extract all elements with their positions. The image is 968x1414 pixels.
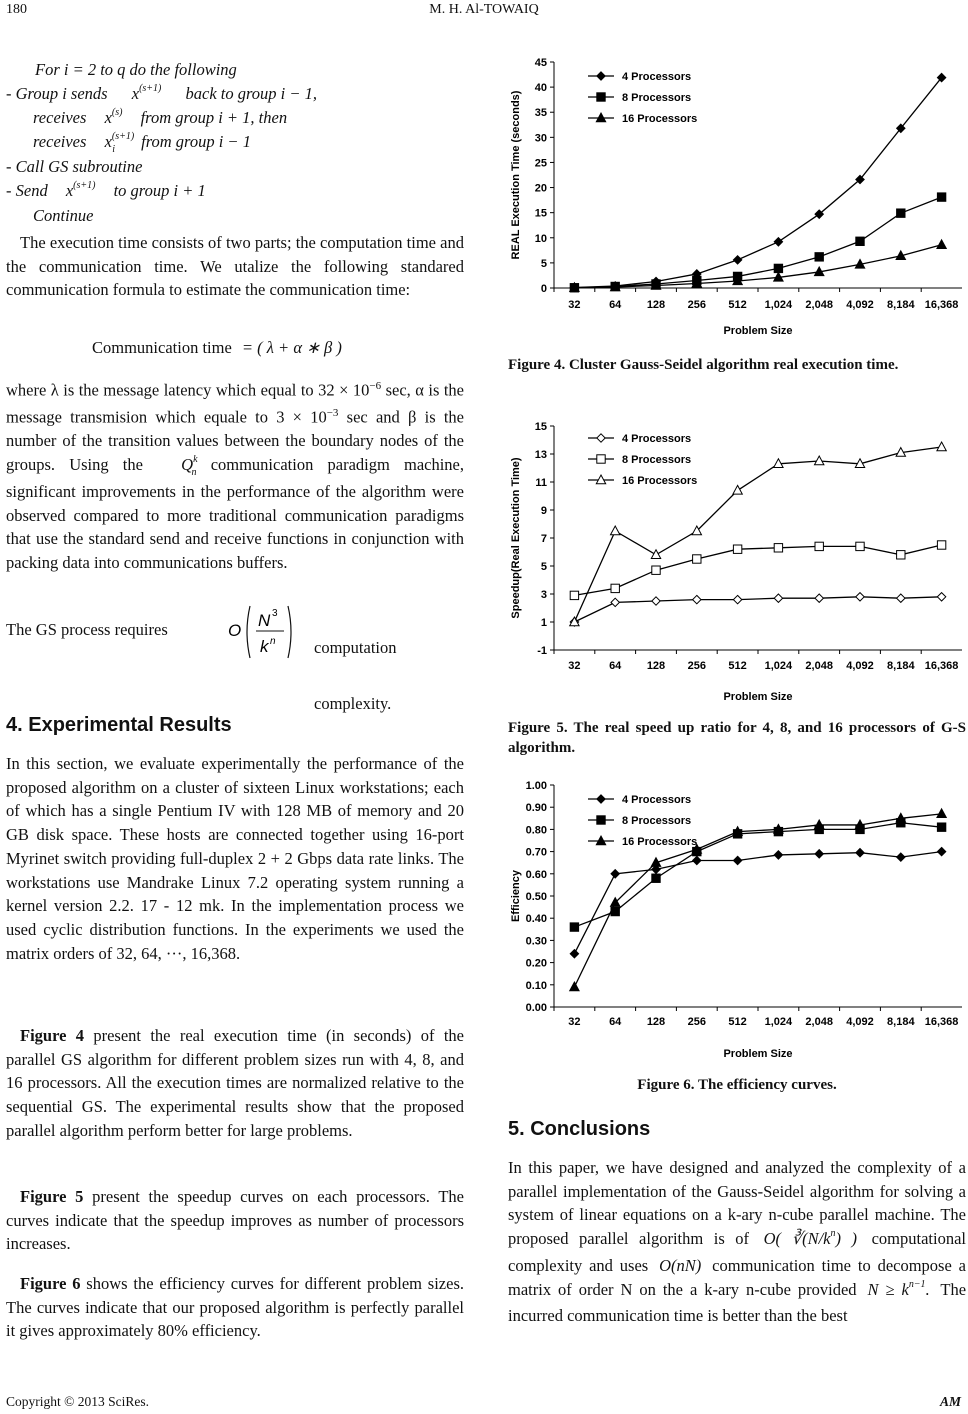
data-point xyxy=(937,809,946,818)
algo-text: - Group i sends xyxy=(6,84,108,103)
paragraph-latency xyxy=(6,375,464,575)
x-tick-label: 2,048 xyxy=(805,660,833,672)
data-point xyxy=(815,542,823,550)
x-tick-label: 512 xyxy=(728,299,747,311)
paragraph-figure6 xyxy=(6,1272,464,1343)
x-tick-label: 128 xyxy=(646,1016,666,1028)
text-span: sec and β is the number of the transition values between the boundary nodes of the groups. Using the xyxy=(6,407,464,475)
algo-text: from group i + 1, then xyxy=(140,108,288,127)
x-tick-label: 1,024 xyxy=(764,660,793,672)
journal-abbrev: AM xyxy=(940,1394,962,1409)
x-tick-label: 32 xyxy=(568,1016,581,1028)
data-point xyxy=(897,594,905,602)
data-point xyxy=(570,591,578,599)
x-tick-label: 32 xyxy=(568,660,581,672)
math-N-ge-k: $N \ge k^{n-1}$. xyxy=(867,1278,930,1299)
data-point xyxy=(856,849,864,857)
series-line-1 xyxy=(574,852,941,954)
paragraph-figure5 xyxy=(6,1185,464,1256)
math-xi-s1: $x^{(s+1)}_i$ xyxy=(104,131,135,155)
data-point xyxy=(733,545,741,553)
y-tick-label: 11 xyxy=(535,477,547,489)
series-line-3 xyxy=(574,447,941,622)
data-point xyxy=(856,542,864,550)
y-tick-label: 3 xyxy=(540,589,547,601)
y-tick-label: 15 xyxy=(534,207,547,220)
paragraph-execution-time: The execution time consists of two parts; the computation time and the communication time. We utalize the following standared communication formula to estimate the communication time: xyxy=(6,233,464,300)
svg-text:O: O xyxy=(228,621,242,640)
x-tick-label: 1,024 xyxy=(764,299,793,311)
x-tick-label: 64 xyxy=(609,299,622,311)
text-span: shows the efficiency curves for different problem sizes. The curves indicate that our proposed algorithm is perfectly parallel it gives approximately 80% efficiency. xyxy=(6,1274,464,1341)
series-line-2 xyxy=(574,197,941,288)
data-point xyxy=(651,550,660,559)
legend-marker xyxy=(597,455,605,463)
y-tick-label: 10 xyxy=(534,232,547,245)
figure-5-chart xyxy=(508,418,966,708)
data-point xyxy=(693,555,701,563)
x-tick-label: 8,184 xyxy=(887,660,915,672)
data-point xyxy=(937,193,945,201)
svg-text:k: k xyxy=(260,637,269,656)
algo-line-2 xyxy=(6,82,317,109)
x-tick-label: 8,184 xyxy=(887,1016,915,1028)
algo-text: back to group i − 1, xyxy=(185,84,318,103)
math-O-nN: O(nN) xyxy=(659,1255,702,1275)
data-point xyxy=(897,551,905,559)
data-point xyxy=(815,594,823,602)
data-point xyxy=(774,264,782,272)
x-tick-label: 4,092 xyxy=(846,660,874,672)
data-point xyxy=(611,598,619,606)
figure-ref: Figure 4 xyxy=(20,1026,85,1045)
svg-text:N: N xyxy=(258,611,271,630)
data-point xyxy=(693,595,701,603)
y-tick-label: 0.00 xyxy=(525,1002,547,1014)
data-point xyxy=(937,823,945,831)
figure-4-chart xyxy=(508,52,966,347)
y-tick-label: 0.80 xyxy=(525,824,547,837)
text-span: The incurred communication time is better than the best xyxy=(508,1279,967,1326)
page-header xyxy=(0,0,968,30)
x-tick-label: 4,092 xyxy=(846,1016,874,1028)
algo-text: from group i − 1 xyxy=(141,132,251,151)
data-point xyxy=(611,584,619,592)
data-point xyxy=(570,923,578,931)
data-point xyxy=(856,237,864,245)
text-span: communication time to decompose a matrix of order N on the a k-ary n-cube provided xyxy=(508,1255,966,1299)
paragraph-conclusions xyxy=(508,1156,966,1328)
x-tick-label: 256 xyxy=(687,1016,706,1028)
data-point xyxy=(815,253,823,261)
data-point xyxy=(774,851,782,859)
x-tick-label: 2,048 xyxy=(805,1016,833,1028)
text-span: sec, α is the message transmision which equale to 3 × 10 xyxy=(6,380,464,427)
x-tick-label: 4,092 xyxy=(846,299,874,311)
data-point xyxy=(897,209,905,217)
y-tick-label: 7 xyxy=(540,533,547,545)
x-axis-label: Problem Size xyxy=(723,1048,793,1060)
legend-marker xyxy=(597,93,605,101)
y-tick-label: 35 xyxy=(534,107,547,120)
x-tick-label: 2,048 xyxy=(805,299,833,311)
y-tick-label: 5 xyxy=(540,561,547,573)
text-span: communication paradigm machine, significant improvements in the performance of the algorithm were observed compared to more traditional communication paradigms that use the standard send and receive functions in conjunction with packing data into communications buffers. xyxy=(6,455,464,572)
y-tick-label: 0.10 xyxy=(525,979,547,992)
y-tick-label: 9 xyxy=(540,505,547,517)
series-line-2 xyxy=(574,545,941,595)
data-point xyxy=(611,870,619,878)
data-point xyxy=(611,526,620,535)
algo-text: receives xyxy=(33,132,87,151)
data-point xyxy=(652,597,660,605)
exponent: −3 xyxy=(326,407,339,420)
y-tick-label: 13 xyxy=(534,449,547,461)
text-span: The GS process requires xyxy=(6,620,168,639)
y-tick-label: 45 xyxy=(534,57,547,69)
data-point xyxy=(733,256,741,264)
svg-text:3: 3 xyxy=(272,608,278,619)
svg-text:n: n xyxy=(270,636,276,647)
y-tick-label: 15 xyxy=(534,421,547,433)
data-point xyxy=(774,544,782,552)
page-number: 180 xyxy=(6,2,27,17)
legend-label: 8 Processors xyxy=(622,454,692,466)
y-tick-label: 5 xyxy=(540,257,547,270)
algo-line-1: For i = 2 to q do the following xyxy=(35,60,237,79)
exponent: −6 xyxy=(369,380,382,392)
data-point xyxy=(856,593,864,601)
y-tick-label: 0.50 xyxy=(525,891,547,903)
series-line-1 xyxy=(574,78,941,288)
algo-text: to group i + 1 xyxy=(113,181,206,200)
legend-marker xyxy=(597,72,605,80)
data-point xyxy=(570,950,578,958)
legend-marker xyxy=(597,816,605,824)
data-point xyxy=(652,566,660,574)
text-span: present the real execution time (in seconds) of the parallel GS algorithm for different problem sizes run with 4, 8, and 16 processors. All the execution times are normalized relative to the sequential GS. The experimental results show that the proposed parallel algorithm perform better for large problems. xyxy=(6,1026,464,1140)
figure-5-caption: Figure 5. The real speed up ratio for 4, 8, and 16 processors of G-S algorithm. xyxy=(508,720,966,756)
section-5-heading: 5. Conclusions xyxy=(508,1118,651,1140)
figure-ref: Figure 5 xyxy=(20,1187,84,1206)
algo-line-3 xyxy=(33,106,287,133)
section-4-heading: 4. Experimental Results xyxy=(6,714,232,736)
data-point xyxy=(733,856,741,864)
x-tick-label: 16,368 xyxy=(924,1016,959,1028)
y-tick-label: 20 xyxy=(534,182,547,195)
y-tick-label: -1 xyxy=(537,645,547,657)
x-tick-label: 128 xyxy=(646,660,666,672)
text-span: present the speedup curves on each processors. The curves indicate that the speedup improves as number of processors increases. xyxy=(6,1187,464,1254)
data-point xyxy=(897,853,905,861)
communication-formula: Communication time = ( λ + α ∗ β ) xyxy=(92,338,342,357)
x-tick-label: 128 xyxy=(646,299,666,311)
data-point xyxy=(937,847,945,855)
y-tick-label: 40 xyxy=(534,82,547,95)
data-point xyxy=(815,456,824,465)
x-tick-label: 64 xyxy=(609,660,622,672)
y-tick-label: 0.70 xyxy=(525,846,547,859)
legend-label: 4 Processors xyxy=(622,794,692,806)
x-tick-label: 64 xyxy=(609,1016,622,1028)
y-tick-label: 0 xyxy=(540,283,547,295)
math-x-s1: $x^{(s+1)}$ xyxy=(65,180,96,200)
data-point xyxy=(937,442,946,451)
y-tick-label: 0.90 xyxy=(525,802,547,815)
math-x-s: $x^{(s)}$ xyxy=(104,107,123,127)
figure-ref: Figure 6 xyxy=(20,1274,81,1293)
legend-label: 16 Processors xyxy=(622,836,698,848)
text-span: computational complexity and uses xyxy=(508,1229,966,1275)
y-tick-label: 0.60 xyxy=(525,868,547,881)
formula-label: Communication time xyxy=(92,338,232,357)
copyright: Copyright © 2013 SciRes. xyxy=(6,1394,150,1409)
figure-4-caption: Figure 4. Cluster Gauss-Seidel algorithm real execution time. xyxy=(508,357,899,373)
legend-label: 4 Processors xyxy=(622,71,692,83)
data-point xyxy=(570,982,579,991)
data-point xyxy=(815,850,823,858)
y-axis-label: REAL Execution Time (seconds) xyxy=(510,90,522,260)
text-span: computation complexity. xyxy=(314,638,397,713)
algo-line-4 xyxy=(33,130,251,157)
math-O-cbrt-N-kn: O( $∛(N/k^n)$ ) xyxy=(763,1228,858,1249)
text-span: where λ is the message latency which equal to 32 × 10 xyxy=(6,380,370,400)
y-axis-label: Speedup(Real Execution Time) xyxy=(510,457,522,619)
data-point xyxy=(937,593,945,601)
math-Q-k-n: $Q^k_n$ xyxy=(181,454,198,479)
x-axis-label: Problem Size xyxy=(723,325,793,337)
algo-line-5: - Call GS subroutine xyxy=(6,157,143,176)
legend-label: 8 Processors xyxy=(622,92,692,104)
x-tick-label: 512 xyxy=(728,1016,747,1028)
y-tick-label: 0.40 xyxy=(525,913,547,926)
x-tick-label: 8,184 xyxy=(887,299,915,311)
data-point xyxy=(937,541,945,549)
data-point xyxy=(652,874,660,882)
legend-marker xyxy=(596,836,605,845)
series-line-1 xyxy=(574,597,941,622)
data-point xyxy=(733,595,741,603)
data-point xyxy=(937,240,946,249)
legend-label: 8 Processors xyxy=(622,815,692,827)
x-tick-label: 16,368 xyxy=(924,660,959,672)
y-tick-label: 30 xyxy=(534,132,547,145)
legend-marker xyxy=(597,434,605,442)
x-tick-label: 16,368 xyxy=(924,299,959,311)
x-tick-label: 256 xyxy=(687,660,706,672)
math-x-s1: $x^{(s+1)}$ xyxy=(131,83,162,103)
data-point xyxy=(774,594,782,602)
algo-line-6 xyxy=(6,179,206,206)
legend-label: 16 Processors xyxy=(622,113,698,125)
algo-text: - Send xyxy=(6,181,48,200)
x-tick-label: 1,024 xyxy=(764,1016,793,1028)
legend-label: 16 Processors xyxy=(622,475,698,487)
figure-6-caption: Figure 6. The efficiency curves. xyxy=(637,1077,837,1093)
y-tick-label: 0.20 xyxy=(525,957,547,970)
text-span: In this paper, we have designed and analyzed the complexity of a parallel implementation of the Gauss-Seidel algorithm for solving a system of linear equations on a k-ary n-cube parallel machine. The proposed parallel algorithm is of xyxy=(508,1158,966,1249)
figure-6-chart xyxy=(508,775,966,1065)
x-tick-label: 512 xyxy=(728,660,747,672)
x-tick-label: 256 xyxy=(687,299,706,311)
x-axis-label: Problem Size xyxy=(723,691,793,703)
data-point xyxy=(693,856,701,864)
paragraph-exp-setup: In this section, we evaluate experimentally the performance of the proposed algorithm on a cluster of sixteen Linux workstations; each of which has a single Pentium IV with 128 MB of memory and 20 GB disk space. These hosts are connected together using 16-port Myrinet switch providing full-duplex 2 + 2 Gbps data rate links. The workstations use Mandrake Linux 7.2 operating system running a kernel version 2.2. 17 - 12 mk. In the implementation process we used cyclic distribution functions. In the experiments we used the matrix orders of 32, 64, ···, 16,368. xyxy=(6,754,464,963)
data-point xyxy=(733,485,742,494)
y-tick-label: 25 xyxy=(534,157,547,170)
y-tick-label: 1.00 xyxy=(525,780,547,792)
data-point xyxy=(774,238,782,246)
running-title: M. H. Al-TOWAIQ xyxy=(429,2,539,17)
y-tick-label: 1 xyxy=(540,617,547,629)
paragraph-figure4 xyxy=(6,1024,464,1143)
algo-text: receives xyxy=(33,108,87,127)
legend-label: 4 Processors xyxy=(622,433,692,445)
x-tick-label: 32 xyxy=(568,299,581,311)
y-tick-label: 0.30 xyxy=(525,935,547,948)
legend-marker xyxy=(597,795,605,803)
y-axis-label: Efficiency xyxy=(510,870,522,922)
algo-line-7: Continue xyxy=(33,206,94,225)
